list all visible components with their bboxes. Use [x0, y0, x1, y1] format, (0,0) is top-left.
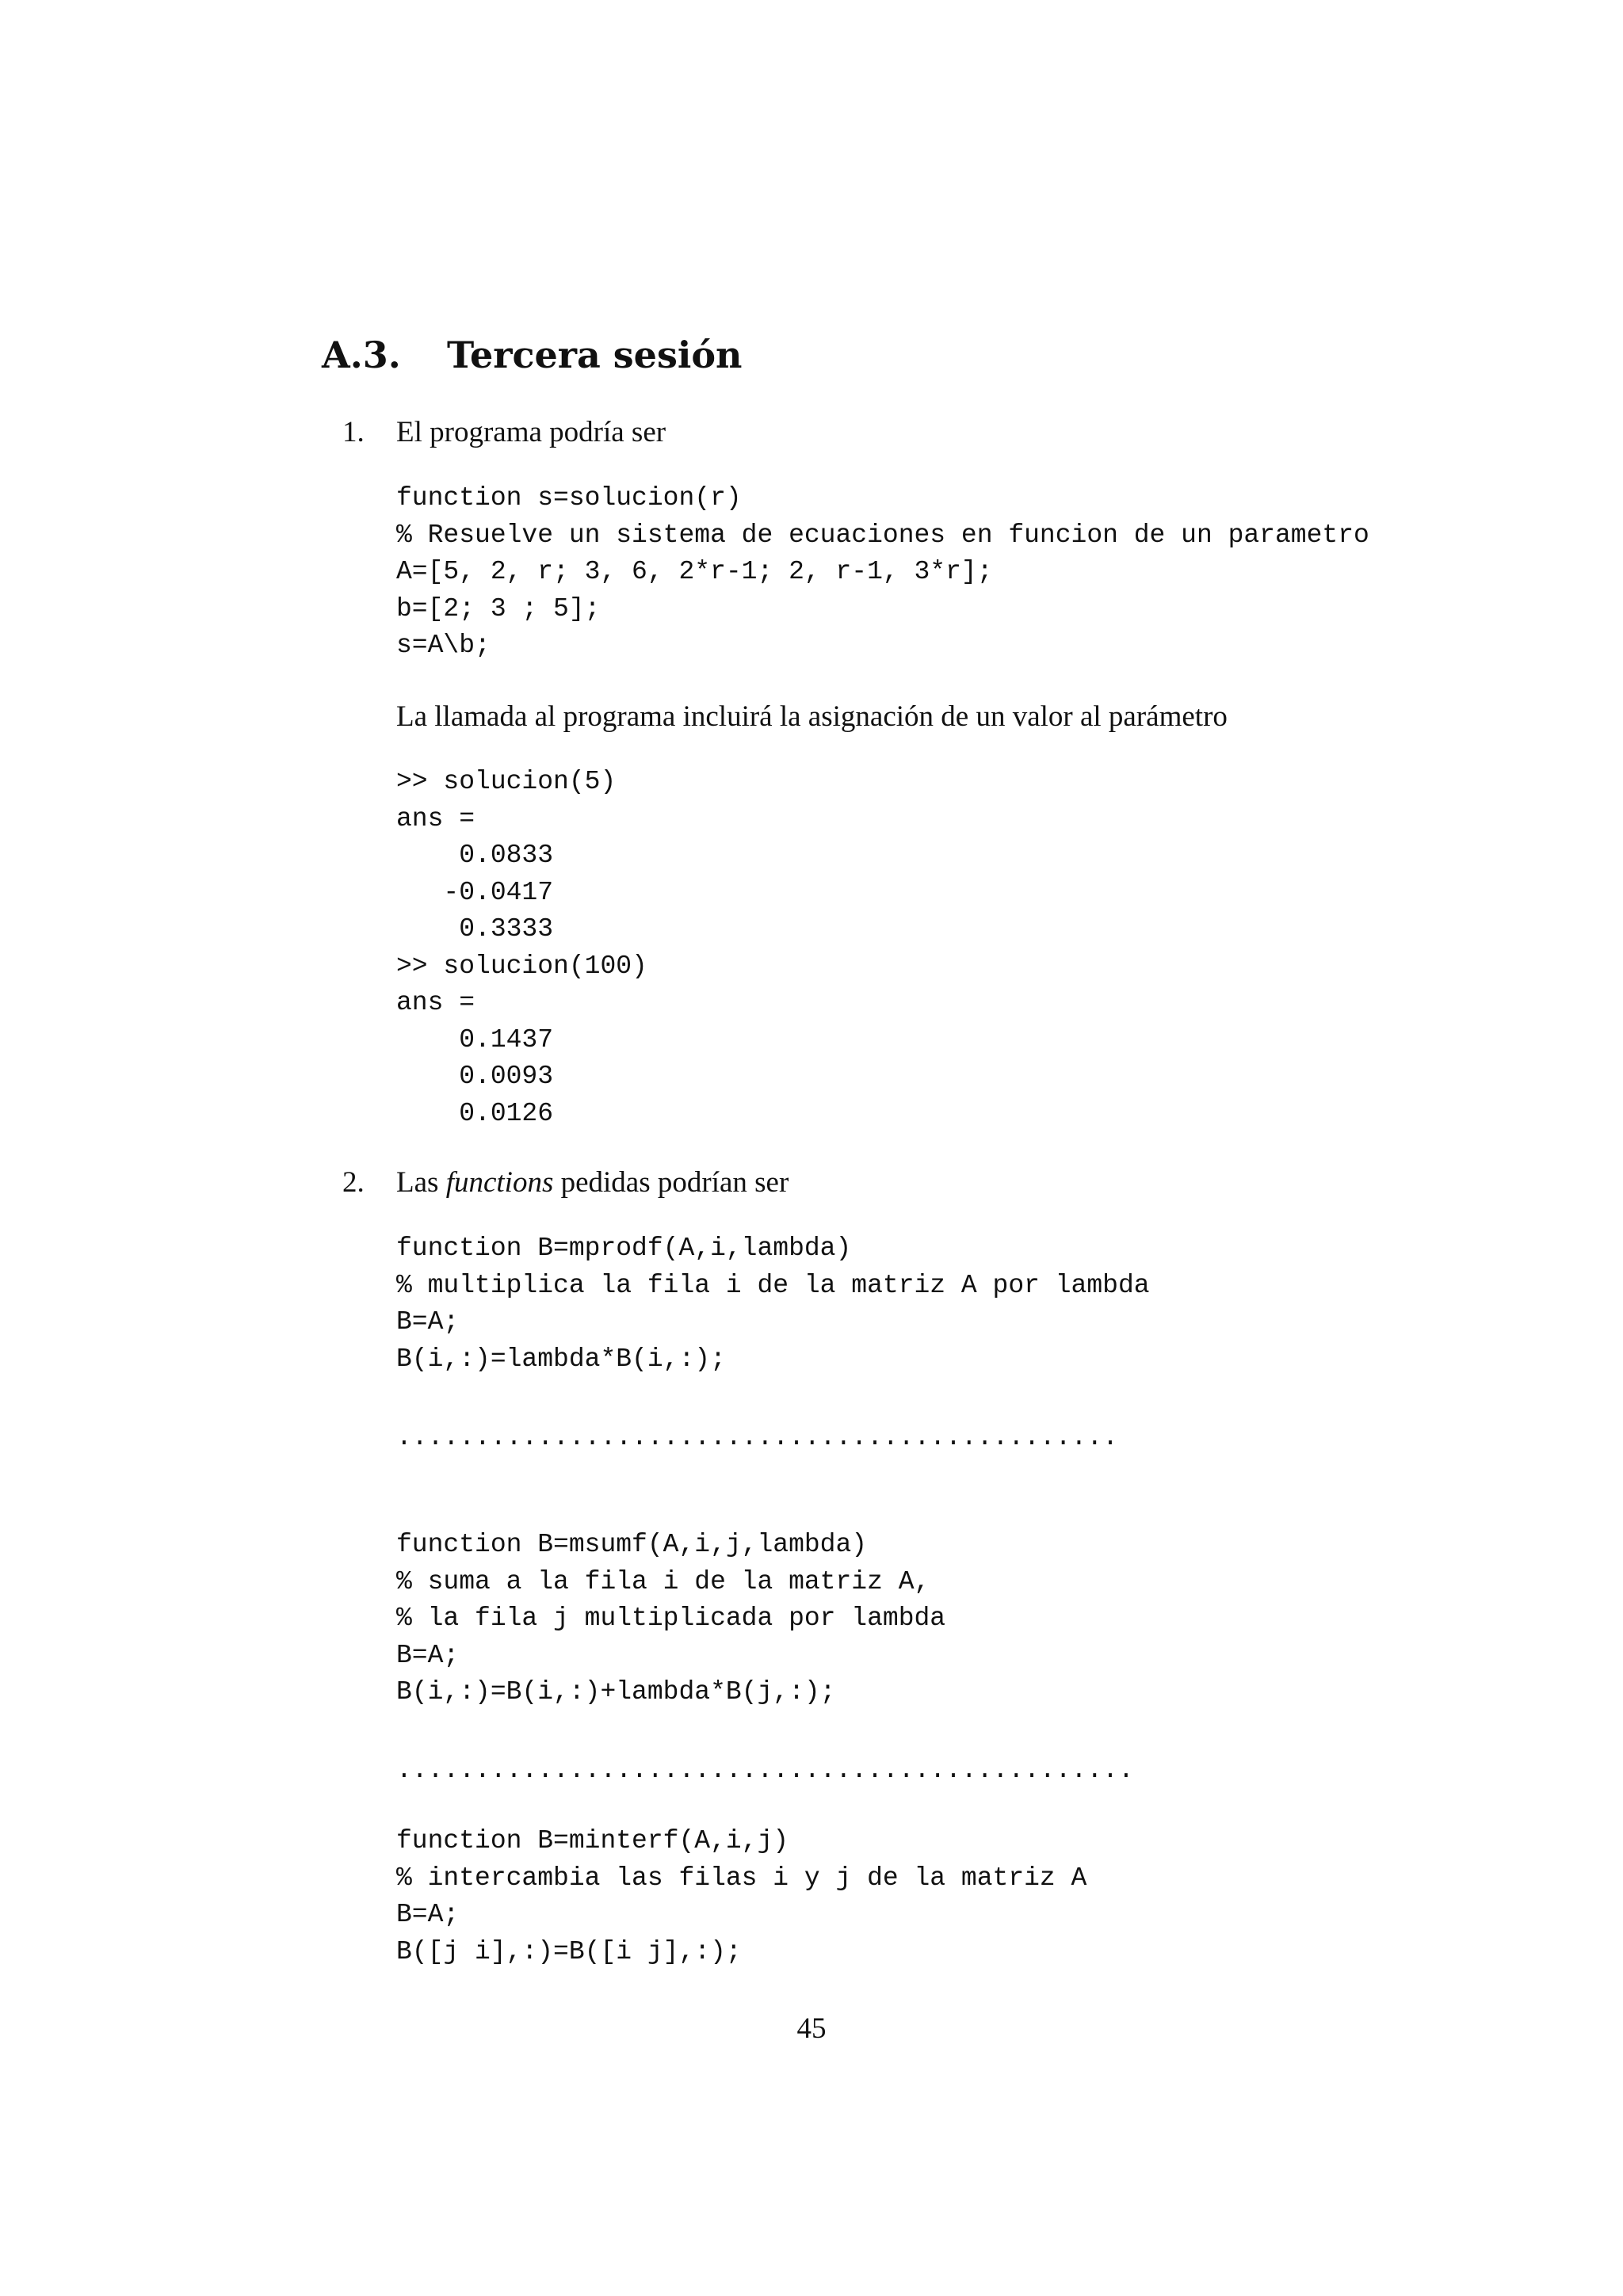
code-line: 0.0833	[396, 841, 554, 870]
code-line: B=A;	[396, 1900, 460, 1929]
code-block-msumf	[396, 1527, 945, 1711]
item-1-intro: El programa podría ser	[396, 416, 666, 448]
item-2-intro	[396, 1165, 789, 1201]
code-line: ans =	[396, 803, 475, 833]
code-line: 0.3333	[396, 914, 554, 944]
code-line: % intercambia las filas i y j de la matriz A	[396, 1863, 1087, 1893]
item-1-number: 1.	[342, 416, 365, 448]
item-2-intro-after: pedidas podrían ser	[553, 1166, 789, 1199]
code-line: 0.1437	[396, 1024, 554, 1055]
dotted-separator-1: ..............................................	[396, 1423, 1118, 1452]
code-line: % Resuelve un sistema de ecuaciones en funcion de un parametro	[396, 520, 1369, 550]
code-line: A=[5, 2, r; 3, 6, 2*r-1; 2, r-1, 3*r];	[396, 557, 993, 586]
code-line: 0.0126	[396, 1098, 554, 1128]
code-block-solucion	[396, 480, 1369, 665]
code-line: % multiplica la fila i de la matriz A por lambda	[396, 1270, 1150, 1300]
section-number: A.3.	[322, 334, 401, 376]
code-line: B([j i],:)=B([i j],:);	[396, 1936, 742, 1966]
section-heading	[322, 333, 742, 377]
code-block-session	[396, 764, 647, 1132]
code-line: function B=msumf(A,i,j,lambda)	[396, 1530, 868, 1559]
dotted-separator-2: ...............................................	[396, 1756, 1134, 1785]
code-line: ans =	[396, 988, 475, 1017]
code-line: B=A;	[396, 1640, 460, 1670]
code-line: >> solucion(5)	[396, 767, 617, 796]
code-line: function s=solucion(r)	[396, 483, 742, 513]
code-block-minterf	[396, 1823, 1086, 1970]
item-2-intro-emphasis: functions	[445, 1166, 554, 1199]
code-line: B=A;	[396, 1307, 460, 1337]
code-line: 0.0093	[396, 1062, 554, 1091]
code-line: s=A\b;	[396, 631, 491, 660]
call-description: La llamada al programa incluirá la asignación de un valor al parámetro	[396, 700, 1228, 733]
item-2-number: 2.	[342, 1166, 365, 1199]
page-number: 45	[796, 2012, 827, 2045]
code-line: B(i,:)=lambda*B(i,:);	[396, 1344, 726, 1374]
code-line: function B=mprodf(A,i,lambda)	[396, 1234, 852, 1263]
code-line: % la fila j multiplicada por lambda	[396, 1604, 946, 1633]
code-line: B(i,:)=B(i,:)+lambda*B(j,:);	[396, 1677, 836, 1707]
code-line: b=[2; 3 ; 5];	[396, 593, 601, 624]
section-title: Tercera sesión	[447, 334, 743, 376]
code-line: -0.0417	[396, 877, 554, 907]
item-2-intro-before: Las	[396, 1166, 446, 1199]
code-line: % suma a la fila i de la matriz A,	[396, 1566, 930, 1596]
code-line: function B=minterf(A,i,j)	[396, 1826, 789, 1855]
code-block-mprodf	[396, 1230, 1150, 1378]
code-line: >> solucion(100)	[396, 951, 647, 981]
